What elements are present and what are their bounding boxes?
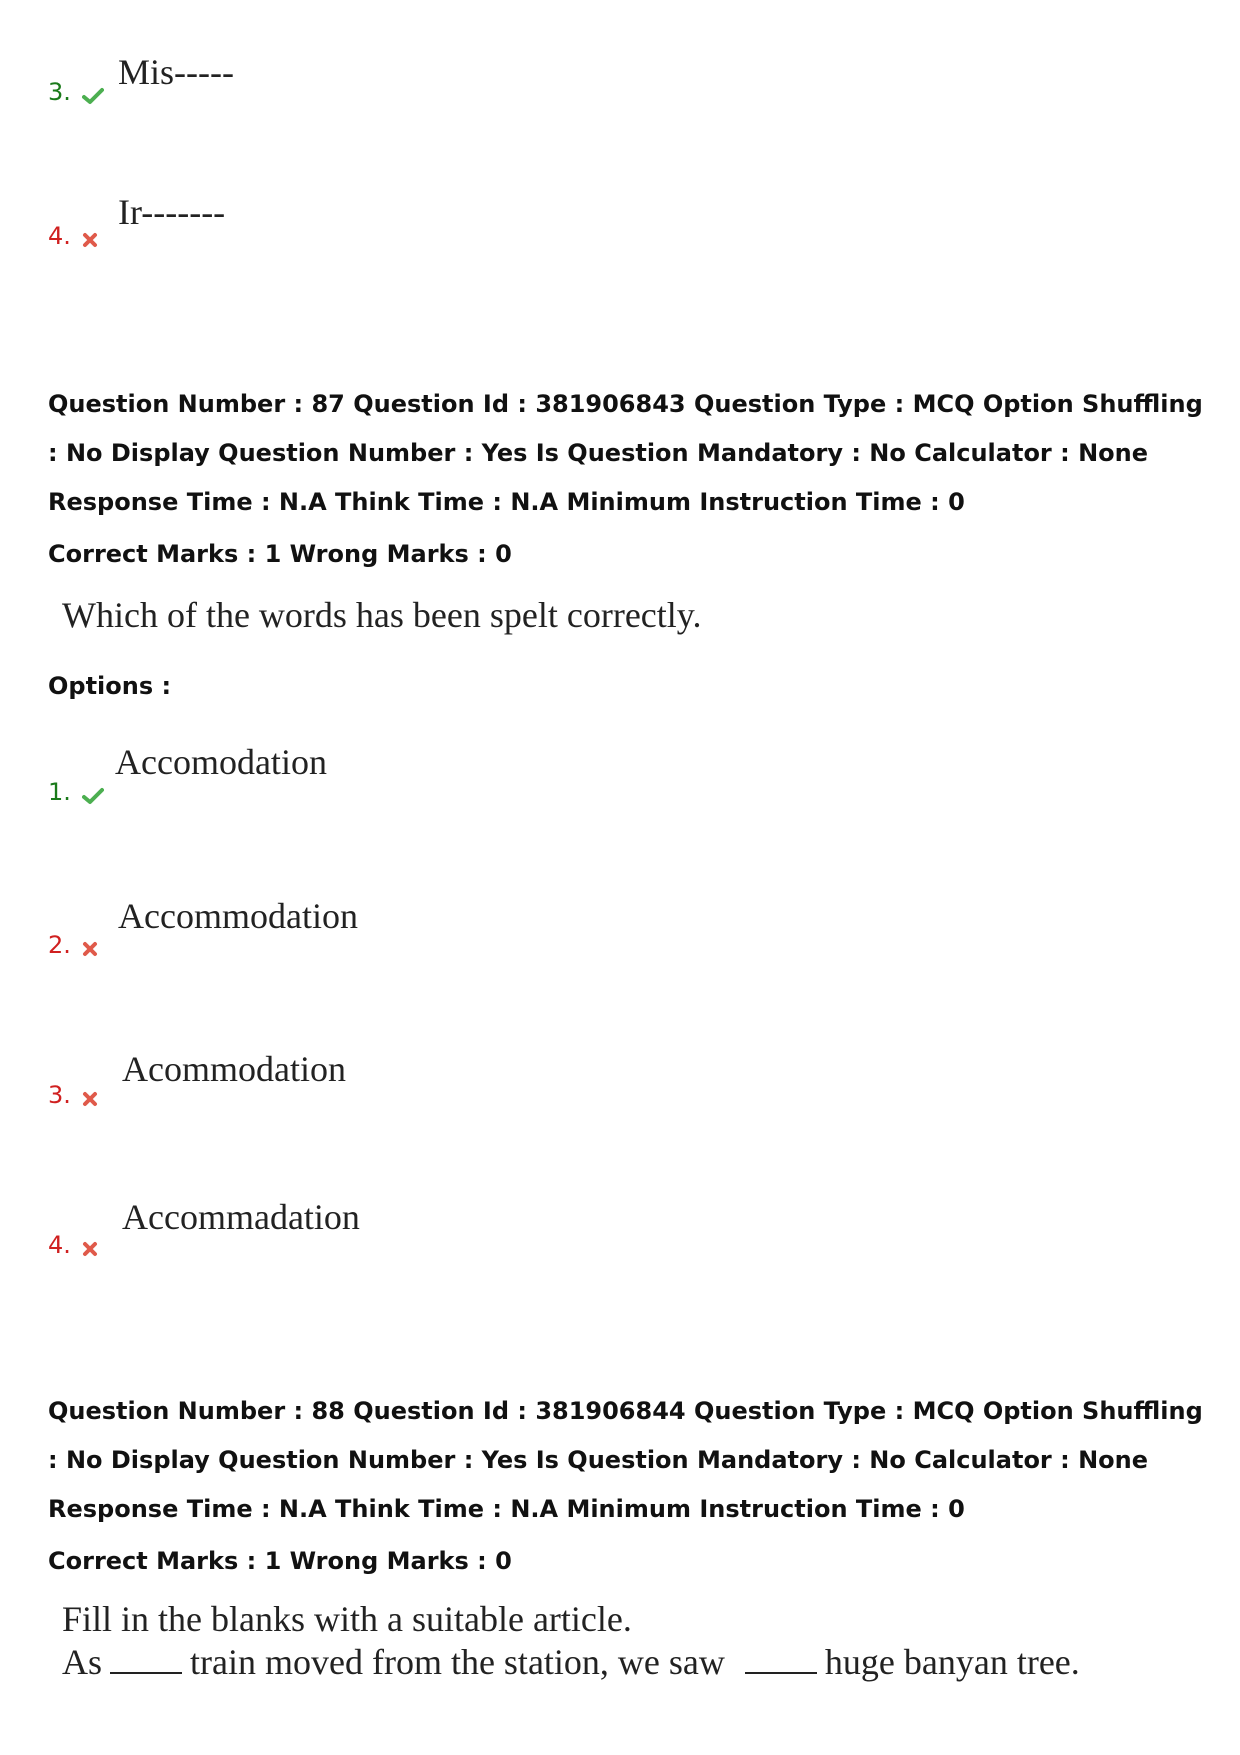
question-meta: Question Number : 87 Question Id : 381906843 Question Type : MCQ Option Shuffling : No Display Question Number : Yes Is Question Mandatory : No Calculator : None Response Time : N.A Think Time : N.A Minimum Instruction Time : 0 bbox=[48, 390, 1203, 516]
option-text: Mis----- bbox=[118, 52, 234, 92]
option-row bbox=[48, 78, 104, 106]
option-text: Accommadation bbox=[122, 1197, 360, 1237]
cross-icon bbox=[82, 1241, 98, 1257]
blank-line bbox=[745, 1642, 817, 1674]
option-number: 2. bbox=[48, 931, 71, 959]
option-number: 4. bbox=[48, 222, 71, 250]
cross-icon bbox=[82, 941, 98, 957]
option-number: 1. bbox=[48, 778, 71, 806]
check-icon bbox=[82, 87, 104, 105]
check-icon bbox=[82, 787, 104, 805]
cross-icon bbox=[82, 232, 98, 248]
question-fragment: train moved from the station, we saw bbox=[190, 1642, 725, 1682]
question-text: Which of the words has been spelt correctly. bbox=[62, 595, 702, 635]
option-row bbox=[48, 778, 104, 806]
question-fragment: huge banyan tree. bbox=[824, 1642, 1080, 1682]
option-text: Ir------- bbox=[118, 192, 226, 232]
option-row bbox=[48, 222, 98, 250]
question-meta: Question Number : 88 Question Id : 381906844 Question Type : MCQ Option Shuffling : No Display Question Number : Yes Is Question Mandatory : No Calculator : None Response Time : N.A Think Time : N.A Minimum Instruction Time : 0 bbox=[48, 1397, 1203, 1523]
option-row bbox=[48, 1081, 98, 1109]
option-text: Acommodation bbox=[122, 1049, 346, 1089]
question-fragment: As bbox=[62, 1642, 103, 1682]
options-label: Options : bbox=[48, 672, 172, 700]
question-text: Fill in the blanks with a suitable article. bbox=[62, 1599, 632, 1639]
option-text: Accomodation bbox=[115, 742, 327, 782]
blank-line bbox=[110, 1642, 182, 1674]
option-number: 4. bbox=[48, 1231, 71, 1259]
question-marks: Correct Marks : 1 Wrong Marks : 0 bbox=[48, 540, 512, 568]
option-text: Accommodation bbox=[118, 896, 358, 936]
option-number: 3. bbox=[48, 1081, 71, 1109]
question-marks: Correct Marks : 1 Wrong Marks : 0 bbox=[48, 1547, 512, 1575]
cross-icon bbox=[82, 1091, 98, 1107]
option-number: 3. bbox=[48, 78, 71, 106]
option-row bbox=[48, 1231, 98, 1259]
question-text-line2 bbox=[62, 1641, 1080, 1683]
option-row bbox=[48, 931, 98, 959]
